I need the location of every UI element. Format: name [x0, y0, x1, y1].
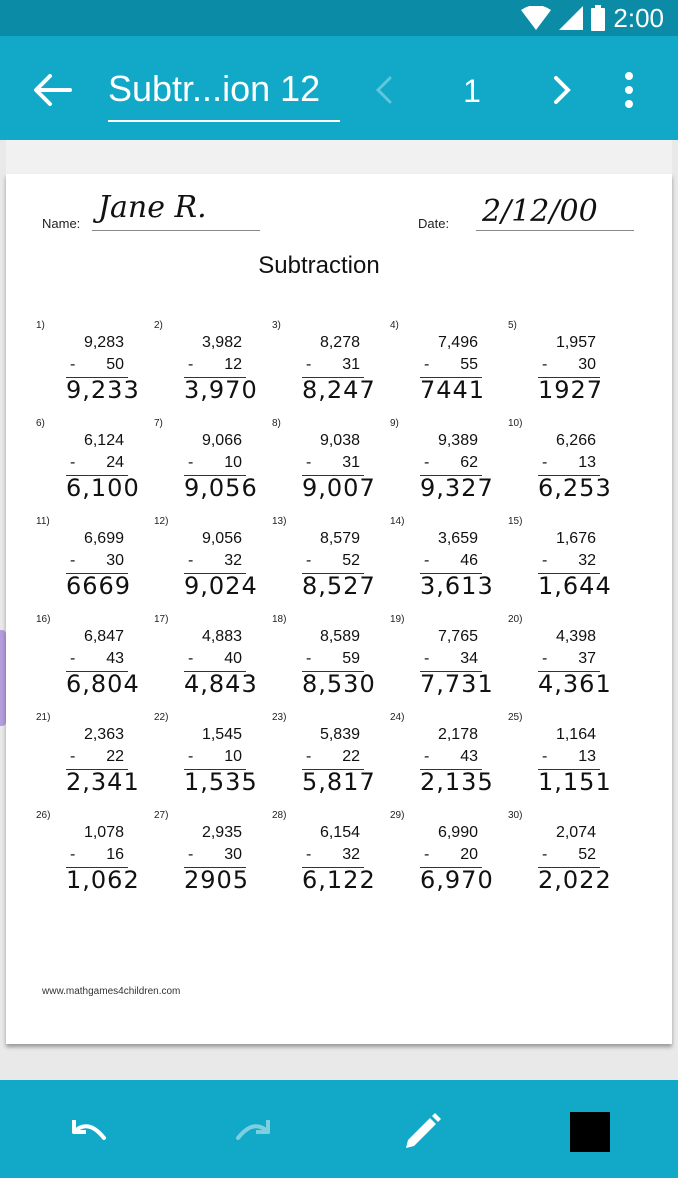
- minuend: 2,935: [201, 824, 242, 841]
- handwritten-answer: 1,535: [184, 768, 258, 796]
- handwritten-answer: 1,151: [538, 768, 612, 796]
- minus-sign: -: [188, 650, 194, 667]
- minuend: 7,496: [437, 334, 478, 351]
- footer-url: www.mathgames4children.com: [42, 986, 181, 997]
- handwritten-answer: 1,644: [538, 572, 612, 600]
- minus-sign: -: [306, 650, 312, 667]
- minuend: 9,066: [201, 432, 242, 449]
- minus-sign: -: [424, 748, 430, 765]
- problem-number: 16): [36, 614, 51, 625]
- minuend: 6,124: [83, 432, 124, 449]
- problem-number: 11): [36, 516, 50, 527]
- minus-sign: -: [306, 454, 312, 471]
- minus-sign: -: [306, 552, 312, 569]
- minus-sign: -: [70, 748, 76, 765]
- minus-sign: -: [542, 650, 548, 667]
- problem-3: [272, 320, 390, 418]
- subtrahend: 52: [342, 552, 360, 569]
- handwritten-answer: 2,341: [66, 768, 140, 796]
- handwritten-answer: 6,804: [66, 670, 140, 698]
- answer-rule: [66, 573, 128, 574]
- problem-1: [36, 320, 154, 418]
- handwritten-answer: 7441: [420, 376, 486, 404]
- handwritten-answer: 8,530: [302, 670, 376, 698]
- handwritten-answer: 6,970: [420, 866, 494, 894]
- handwritten-answer: 2,022: [538, 866, 612, 894]
- minus-sign: -: [70, 356, 76, 373]
- handwritten-answer: 1,062: [66, 866, 140, 894]
- problem-number: 29): [390, 810, 405, 821]
- handwritten-answer: 9,233: [66, 376, 140, 404]
- minus-sign: -: [424, 454, 430, 471]
- problem-21: [36, 712, 154, 810]
- subtrahend: 10: [224, 454, 242, 471]
- worksheet-title: Subtraction: [258, 252, 380, 279]
- answer-rule: [302, 671, 364, 672]
- problem-number: 27): [154, 810, 169, 821]
- minuend: 8,579: [319, 530, 360, 547]
- handwritten-answer: 5,817: [302, 768, 376, 796]
- problem-7: [154, 418, 272, 516]
- date-underline: [476, 230, 634, 231]
- handwritten-answer: 3,970: [184, 376, 258, 404]
- more-vert-icon[interactable]: [616, 70, 642, 110]
- minuend: 6,699: [83, 530, 124, 547]
- previous-page-edge: [6, 140, 672, 174]
- subtrahend: 59: [342, 650, 360, 667]
- minuend: 8,278: [319, 334, 360, 351]
- minus-sign: -: [424, 846, 430, 863]
- answer-rule: [184, 475, 246, 476]
- problem-24: [390, 712, 508, 810]
- subtrahend: 20: [460, 846, 478, 863]
- answer-rule: [420, 671, 482, 672]
- clock-time: 2:00: [613, 3, 664, 33]
- answer-rule: [66, 867, 128, 868]
- handwritten-answer: 8,527: [302, 572, 376, 600]
- subtrahend: 31: [342, 454, 360, 471]
- minuend: 9,056: [201, 530, 242, 547]
- document-title: Subtr...ion 12: [108, 68, 321, 109]
- minus-sign: -: [70, 454, 76, 471]
- problem-number: 3): [272, 320, 281, 331]
- minuend: 8,589: [319, 628, 360, 645]
- minuend: 1,957: [555, 334, 596, 351]
- problem-2: [154, 320, 272, 418]
- answer-rule: [184, 769, 246, 770]
- problem-number: 24): [390, 712, 405, 723]
- problem-28: [272, 810, 390, 908]
- problem-5: [508, 320, 626, 418]
- problem-14: [390, 516, 508, 614]
- problem-number: 15): [508, 516, 523, 527]
- drawing-toolbar: [0, 1080, 678, 1178]
- minuend: 1,164: [555, 726, 596, 743]
- answer-rule: [538, 377, 600, 378]
- minus-sign: -: [542, 748, 548, 765]
- problem-20: [508, 614, 626, 712]
- problem-26: [36, 810, 154, 908]
- handwritten-answer: 9,024: [184, 572, 258, 600]
- problem-number: 10): [508, 418, 523, 429]
- problem-4: [390, 320, 508, 418]
- answer-rule: [302, 769, 364, 770]
- problem-10: [508, 418, 626, 516]
- name-label: Name:: [42, 216, 81, 231]
- answer-rule: [302, 475, 364, 476]
- wifi-icon: [521, 6, 551, 30]
- subtrahend: 32: [578, 552, 596, 569]
- answer-rule: [538, 867, 600, 868]
- answer-rule: [302, 867, 364, 868]
- handwritten-answer: 9,007: [302, 474, 376, 502]
- color-swatch-icon[interactable]: [570, 1112, 610, 1152]
- minuend: 1,545: [201, 726, 242, 743]
- subtrahend: 16: [106, 846, 124, 863]
- answer-rule: [184, 671, 246, 672]
- minus-sign: -: [188, 356, 194, 373]
- problem-number: 28): [272, 810, 287, 821]
- problem-18: [272, 614, 390, 712]
- chevron-right-icon[interactable]: [548, 72, 578, 108]
- handwritten-answer: 1927: [538, 376, 604, 404]
- answer-rule: [538, 573, 600, 574]
- subtrahend: 30: [224, 846, 242, 863]
- handwritten-answer: 3,613: [420, 572, 494, 600]
- answer-rule: [66, 671, 128, 672]
- minus-sign: -: [70, 552, 76, 569]
- answer-rule: [66, 377, 128, 378]
- problem-number: 1): [36, 320, 45, 331]
- problem-number: 13): [272, 516, 287, 527]
- problem-number: 8): [272, 418, 281, 429]
- minuend: 7,765: [437, 628, 478, 645]
- problem-8: [272, 418, 390, 516]
- minus-sign: -: [542, 552, 548, 569]
- minus-sign: -: [70, 650, 76, 667]
- problem-number: 22): [154, 712, 169, 723]
- minuend: 6,847: [83, 628, 124, 645]
- minuend: 6,266: [555, 432, 596, 449]
- problem-number: 7): [154, 418, 163, 429]
- subtrahend: 31: [342, 356, 360, 373]
- problem-number: 9): [390, 418, 399, 429]
- subtrahend: 43: [106, 650, 124, 667]
- answer-rule: [420, 769, 482, 770]
- problem-number: 30): [508, 810, 523, 821]
- minus-sign: -: [188, 748, 194, 765]
- status-icons: [521, 0, 664, 36]
- document-title-field[interactable]: [108, 62, 340, 122]
- problem-23: [272, 712, 390, 810]
- problem-9: [390, 418, 508, 516]
- minus-sign: -: [424, 552, 430, 569]
- subtrahend: 34: [460, 650, 478, 667]
- handwritten-answer: 6,253: [538, 474, 612, 502]
- subtrahend: 50: [106, 356, 124, 373]
- minus-sign: -: [306, 748, 312, 765]
- handwritten-answer: 6669: [66, 572, 132, 600]
- problem-number: 21): [36, 712, 51, 723]
- app-bar: [0, 36, 678, 140]
- problem-11: [36, 516, 154, 614]
- handwritten-answer: 9,056: [184, 474, 258, 502]
- handwritten-answer: 7,731: [420, 670, 494, 698]
- status-bar: [0, 0, 678, 36]
- name-underline: [92, 230, 260, 231]
- problem-number: 25): [508, 712, 523, 723]
- subtrahend: 22: [342, 748, 360, 765]
- minuend: 5,839: [319, 726, 360, 743]
- minuend: 4,883: [201, 628, 242, 645]
- minus-sign: -: [188, 552, 194, 569]
- subtrahend: 32: [342, 846, 360, 863]
- answer-rule: [538, 769, 600, 770]
- page-number: 1: [463, 73, 481, 109]
- redo-icon[interactable]: [230, 1114, 278, 1150]
- subtrahend: 22: [106, 748, 124, 765]
- problem-number: 19): [390, 614, 405, 625]
- answer-rule: [420, 475, 482, 476]
- problem-19: [390, 614, 508, 712]
- minuend: 9,038: [319, 432, 360, 449]
- problem-16: [36, 614, 154, 712]
- date-handwritten: 2/12/00: [482, 194, 598, 229]
- minuend: 1,676: [555, 530, 596, 547]
- subtrahend: 43: [460, 748, 478, 765]
- minuend: 2,074: [555, 824, 596, 841]
- minuend: 3,982: [201, 334, 242, 351]
- problem-25: [508, 712, 626, 810]
- minuend: 3,659: [437, 530, 478, 547]
- handwritten-answer: 2905: [184, 866, 250, 894]
- problem-number: 17): [154, 614, 169, 625]
- problem-15: [508, 516, 626, 614]
- problem-number: 12): [154, 516, 169, 527]
- subtrahend: 37: [578, 650, 596, 667]
- undo-icon[interactable]: [64, 1114, 112, 1150]
- answer-rule: [420, 867, 482, 868]
- minus-sign: -: [542, 356, 548, 373]
- problem-number: 14): [390, 516, 405, 527]
- problem-grid: [36, 320, 626, 908]
- minuend: 4,398: [555, 628, 596, 645]
- subtrahend: 46: [460, 552, 478, 569]
- answer-rule: [302, 377, 364, 378]
- problem-number: 18): [272, 614, 287, 625]
- problem-17: [154, 614, 272, 712]
- minus-sign: -: [424, 356, 430, 373]
- problem-number: 23): [272, 712, 287, 723]
- answer-rule: [184, 867, 246, 868]
- problem-12: [154, 516, 272, 614]
- problem-number: 6): [36, 418, 45, 429]
- answer-rule: [66, 769, 128, 770]
- subtrahend: 13: [578, 748, 596, 765]
- subtrahend: 55: [460, 356, 478, 373]
- subtrahend: 40: [224, 650, 242, 667]
- minuend: 1,078: [83, 824, 124, 841]
- problem-number: 2): [154, 320, 163, 331]
- subtrahend: 12: [224, 356, 242, 373]
- answer-rule: [184, 573, 246, 574]
- subtrahend: 30: [106, 552, 124, 569]
- problem-13: [272, 516, 390, 614]
- minuend: 9,389: [437, 432, 478, 449]
- handwritten-answer: 2,135: [420, 768, 494, 796]
- problem-22: [154, 712, 272, 810]
- chevron-left-icon[interactable]: [368, 72, 398, 108]
- answer-rule: [184, 377, 246, 378]
- subtrahend: 52: [578, 846, 596, 863]
- battery-icon: [591, 5, 605, 31]
- answer-rule: [302, 573, 364, 574]
- answer-rule: [420, 573, 482, 574]
- minuend: 2,363: [83, 726, 124, 743]
- minuend: 9,283: [83, 334, 124, 351]
- minus-sign: -: [70, 846, 76, 863]
- date-label: Date:: [418, 216, 450, 231]
- minus-sign: -: [424, 650, 430, 667]
- problem-29: [390, 810, 508, 908]
- name-handwritten: Jane R.: [98, 190, 207, 225]
- minus-sign: -: [188, 454, 194, 471]
- handwritten-answer: 9,327: [420, 474, 494, 502]
- back-arrow-icon[interactable]: [30, 68, 74, 112]
- handwritten-answer: 6,122: [302, 866, 376, 894]
- minus-sign: -: [542, 846, 548, 863]
- handwritten-answer: 6,100: [66, 474, 140, 502]
- answer-rule: [420, 377, 482, 378]
- subtrahend: 24: [106, 454, 124, 471]
- worksheet-page[interactable]: [6, 174, 672, 1044]
- subtrahend: 32: [224, 552, 242, 569]
- minuend: 6,154: [319, 824, 360, 841]
- pen-icon[interactable]: [400, 1110, 444, 1154]
- subtrahend: 30: [578, 356, 596, 373]
- problem-number: 4): [390, 320, 399, 331]
- minus-sign: -: [188, 846, 194, 863]
- minuend: 6,990: [437, 824, 478, 841]
- handwritten-answer: 4,361: [538, 670, 612, 698]
- problem-30: [508, 810, 626, 908]
- answer-rule: [66, 475, 128, 476]
- signal-icon: [559, 6, 583, 30]
- problem-6: [36, 418, 154, 516]
- minuend: 2,178: [437, 726, 478, 743]
- minus-sign: -: [306, 356, 312, 373]
- problem-number: 26): [36, 810, 51, 821]
- minus-sign: -: [542, 454, 548, 471]
- minus-sign: -: [306, 846, 312, 863]
- handwritten-answer: 8,247: [302, 376, 376, 404]
- subtrahend: 62: [460, 454, 478, 471]
- subtrahend: 10: [224, 748, 242, 765]
- answer-rule: [538, 475, 600, 476]
- problem-number: 20): [508, 614, 523, 625]
- handwritten-answer: 4,843: [184, 670, 258, 698]
- subtrahend: 13: [578, 454, 596, 471]
- problem-27: [154, 810, 272, 908]
- problem-number: 5): [508, 320, 517, 331]
- answer-rule: [538, 671, 600, 672]
